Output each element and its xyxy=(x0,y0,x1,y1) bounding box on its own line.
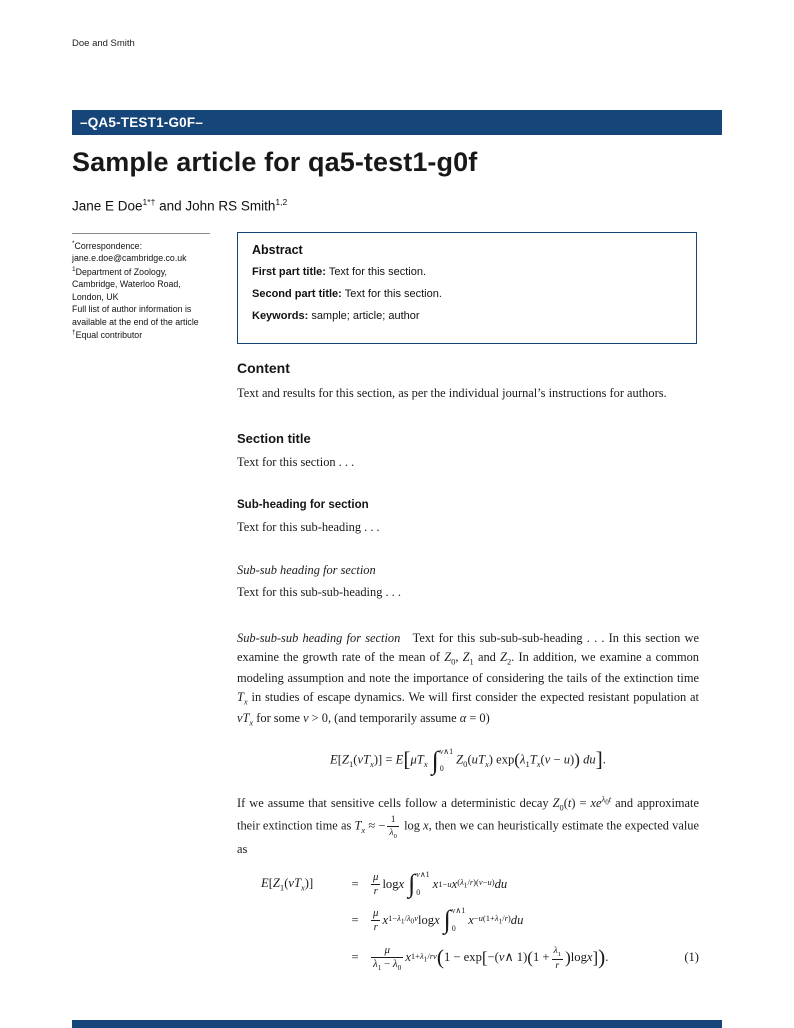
section-heading: Section title xyxy=(237,431,311,447)
sidebar-divider xyxy=(72,233,210,234)
abstract-keywords xyxy=(252,309,682,325)
abstract-item-label: First part title: xyxy=(252,266,326,278)
author-info-note: Full list of author information is xyxy=(72,304,192,315)
equation-row xyxy=(237,941,699,974)
running-header: Doe and Smith xyxy=(72,38,135,49)
abstract-heading: Abstract xyxy=(252,243,303,257)
banner-label: –QA5-TEST1-G0F– xyxy=(80,115,204,130)
abstract-item-text: Text for this section. xyxy=(344,287,442,300)
article-title: Sample article for qa5-test1-g0f xyxy=(72,147,478,177)
authors-line: Jane E Doe$^{1*\dagger}$ and John RS Smith$^{1,2}$ xyxy=(72,197,288,214)
equation-row xyxy=(237,869,699,899)
equation-rhs: $\frac{\mu}{r}$ x $1-\lambda_1/\lambda_0v$ log x ∫ v∧1 0 x $-u(1+\lambda_1/r)$ du xyxy=(373,905,524,935)
equation-relation: = xyxy=(351,912,359,927)
article-type-banner xyxy=(72,110,722,135)
affiliation-line: Cambridge, Waterloo Road, xyxy=(72,279,181,290)
equation-block xyxy=(237,869,699,974)
equation-relation: = xyxy=(351,876,359,891)
equation-number: (1) xyxy=(684,950,699,965)
affiliation-line: London, UK xyxy=(72,291,119,302)
paragraph: If we assume that sensitive cells follow a deterministic decay $Z_0(t) = xe^{\lambda_0t}$ and approximate their extinction time as $T_x$ ≈ − $\frac{1}{\lambda_0}$ log x, then we can heuristically estimate the expected value as xyxy=(237,793,700,857)
abstract-item-label: Keywords: xyxy=(252,309,309,322)
display-equation: $E[Z_1(vT_x)] = E[\mu T_x$ ∫ v∧1 0 $Z_0(uT_x) \exp(\lambda_1T_x(v - u))$ du]. xyxy=(330,745,606,775)
abstract-box xyxy=(237,232,697,344)
abstract-item-text: Text for this section. xyxy=(328,266,427,278)
paragraph: Text for this sub-sub-heading . . . xyxy=(237,585,401,600)
footer-band xyxy=(72,1020,722,1028)
subsubsection-heading: Sub-sub heading for section xyxy=(237,563,376,578)
equation-lhs: $E[Z_1(vT_x)]$ xyxy=(261,875,314,893)
equation-rhs: $\frac{\mu}{\lambda_1 - \lambda_0}$ x $1+\lambda_1/rv$ ( 1 − exp [ −( v ∧ 1) ( 1 + $\frac{\lambda_1}{r}$ ) log x ] ) . xyxy=(373,944,609,972)
paragraph: Text and results for this section, as per the individual journal’s instructions for authors. xyxy=(237,385,667,400)
content-heading: Content xyxy=(237,360,290,376)
email-link[interactable]: jane.e.doe@cambridge.co.uk xyxy=(72,253,187,264)
paragraph-text: Text for this sub-sub-sub-heading . . . In this section we examine the growth rate of the mean of $Z_0$, $Z_1$ and $Z_2$. In addition, we examine a common modeling assumption and note the importance of considering the tails of the extinction time $T_x$ in studies of escape dynamics. We will first consider the expected resistant population at $vT_x$ for some v > 0, (and temporarily assume α = 0) xyxy=(237,630,699,728)
correspondence-block xyxy=(72,239,227,342)
equal-contributor-note: †Equal contributor xyxy=(72,329,143,341)
paragraph-with-runin-heading xyxy=(237,629,699,730)
abstract-item-text: sample; article; author xyxy=(311,309,420,322)
equation-relation: = xyxy=(351,950,359,965)
author-info-note: available at the end of the article xyxy=(72,316,199,327)
equation-rhs: $\frac{\mu}{r}$ log x ∫ v∧1 0 x 1−u x $(\lambda_1/r)(v-u)$ du xyxy=(373,869,508,899)
equation-row xyxy=(237,905,699,935)
runin-heading: Sub-sub-sub heading for section xyxy=(237,630,401,645)
abstract-first-part xyxy=(252,265,682,281)
article-body xyxy=(237,358,699,981)
subsection-heading: Sub-heading for section xyxy=(237,498,369,511)
paragraph: Text for this sub-heading . . . xyxy=(237,519,380,534)
correspondence-label: *Correspondence: xyxy=(72,240,143,251)
affiliation-line: $^1$Department of Zoology, xyxy=(72,265,167,277)
abstract-item-label: Second part title: xyxy=(252,287,342,300)
abstract-second-part xyxy=(252,287,682,303)
paragraph: Text for this section . . . xyxy=(237,455,355,470)
